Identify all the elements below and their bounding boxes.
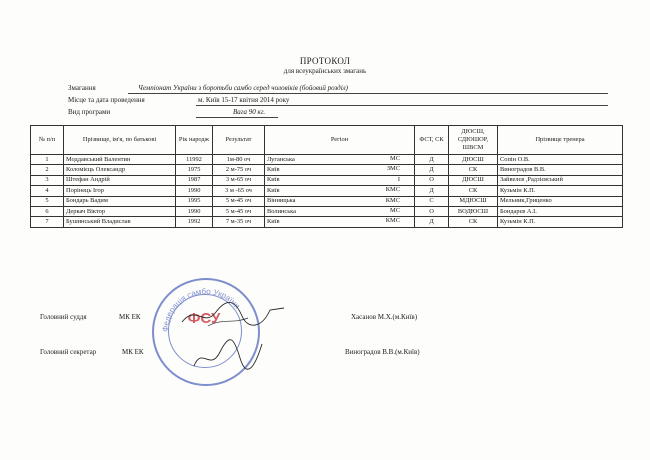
society-cell: С <box>415 196 449 206</box>
birth-year-cell: 1990 <box>176 186 213 196</box>
birth-year-cell: 1990 <box>176 206 213 216</box>
school-cell: ВОДЮСШ <box>449 206 498 216</box>
region-cell <box>265 206 415 216</box>
row-number-cell: 3 <box>31 175 64 185</box>
program-value: Вага 90 кг. <box>233 108 266 116</box>
region-cell <box>265 165 415 175</box>
table-row <box>31 217 623 227</box>
region-name: Київ <box>267 218 280 226</box>
result-cell: 3 м-65 оч <box>213 175 265 185</box>
column-header: Прізвище, ім'я, по батькові <box>64 126 176 155</box>
competition-field <box>68 84 608 94</box>
column-header: ФСТ, СК <box>415 126 449 155</box>
region-cell <box>265 175 415 185</box>
sport-rank: МС <box>390 155 400 162</box>
region-cell <box>265 217 415 227</box>
coach-cell: Сопін О.В. <box>498 155 623 165</box>
head-judge-rank: МК ЕК <box>119 313 141 321</box>
coach-cell: Бондарєв А.І. <box>498 206 623 216</box>
row-number-cell: 6 <box>31 206 64 216</box>
region-cell <box>265 186 415 196</box>
table-row <box>31 165 623 175</box>
sport-rank: КМС <box>385 217 400 225</box>
row-number-cell: 5 <box>31 196 64 206</box>
region-name: Київ <box>267 166 280 174</box>
region-name: Вінницька <box>267 197 296 205</box>
result-cell: 2 м-75 оч <box>213 165 265 175</box>
underline <box>128 93 608 94</box>
coach-cell: Виноградов В.В. <box>498 165 623 175</box>
competition-value: Чемпіонат України з боротьби самбо серед чоловіків (бойовий розділ) <box>138 84 349 92</box>
region-name: Волинська <box>267 207 296 215</box>
stamp-logo: ФСУ <box>187 310 221 327</box>
athlete-name-cell: Бондарь Вадим <box>64 196 176 206</box>
table-row <box>31 186 623 196</box>
society-cell: Д <box>415 155 449 165</box>
result-cell: 5 м-45 оч <box>213 206 265 216</box>
sport-rank: МС <box>390 206 400 214</box>
row-number-cell: 4 <box>31 186 64 196</box>
society-cell: О <box>415 175 449 185</box>
society-cell: О <box>415 206 449 216</box>
school-cell: СК <box>449 217 498 227</box>
society-cell: Д <box>415 186 449 196</box>
school-cell: ДЮСШ <box>449 175 498 185</box>
region-name: Київ <box>267 176 280 184</box>
school-cell: ДЮСШ <box>449 155 498 165</box>
coach-cell: Мельник,Гриценко <box>498 196 623 206</box>
region-name: Луганська <box>267 155 295 163</box>
society-cell: Д <box>415 217 449 227</box>
birth-year-cell: 11992 <box>176 155 213 165</box>
athlete-name-cell: Бушинський Владислав <box>64 217 176 227</box>
table-row <box>31 206 623 216</box>
underline <box>196 117 278 118</box>
birth-year-cell: 1987 <box>176 175 213 185</box>
place-value: м. Київ 15-17 квітня 2014 року <box>198 96 290 104</box>
athlete-name-cell: Моддавський Валентин <box>64 155 176 165</box>
result-cell: 7 м-35 оч <box>213 217 265 227</box>
program-label: Вид програми <box>68 108 111 116</box>
row-number-cell: 2 <box>31 165 64 175</box>
column-header: Результат <box>213 126 265 155</box>
region-name: Київ <box>267 186 280 194</box>
table-header-row <box>31 126 623 155</box>
coach-cell: Кузьмін К.П. <box>498 217 623 227</box>
program-field <box>68 108 608 118</box>
region-cell <box>265 196 415 206</box>
column-header: № п/п <box>31 126 64 155</box>
row-number-cell: 1 <box>31 155 64 165</box>
athlete-name-cell: Коломієць Олександр <box>64 165 176 175</box>
competition-label: Змагання <box>68 84 96 92</box>
head-judge-label: Головний суддя <box>40 313 87 321</box>
table-row <box>31 196 623 206</box>
athlete-name-cell: Порінець Ігор <box>64 186 176 196</box>
column-header: Рік народж <box>176 126 213 155</box>
head-judge-name: Хасанов М.Х.(м.Київ) <box>351 313 418 321</box>
column-header: ДЮСШ, СДЮШОР, ШВСМ <box>449 126 498 155</box>
page-subtitle: для всеукраїнських змагань <box>283 67 367 75</box>
result-cell: 1м-80 оч <box>213 155 265 165</box>
head-secretary-name: Виноградов В.В.(м.Київ) <box>345 348 420 356</box>
underline <box>196 105 608 106</box>
place-field <box>68 96 608 106</box>
birth-year-cell: 1975 <box>176 165 213 175</box>
column-header: Регіон <box>265 126 415 155</box>
result-cell: 5 м-45 оч <box>213 196 265 206</box>
school-cell: СК <box>449 165 498 175</box>
society-cell: Д <box>415 165 449 175</box>
coach-cell: Зайвелєв ,Радзієвський <box>498 175 623 185</box>
school-cell: МДЮСШ <box>449 196 498 206</box>
school-cell: СК <box>449 186 498 196</box>
athlete-name-cell: Штефан Андрій <box>64 175 176 185</box>
sport-rank: КМС <box>385 186 400 194</box>
stamp-ring-text: Федерація самбо України <box>160 286 242 333</box>
results-table <box>30 125 623 228</box>
birth-year-cell: 1995 <box>176 196 213 206</box>
sport-rank: КМС <box>385 196 400 204</box>
head-secretary-rank: МК ЕК <box>122 348 144 356</box>
coach-cell: Кузьмін К.П. <box>498 186 623 196</box>
row-number-cell: 7 <box>31 217 64 227</box>
athlete-name-cell: Деркач Віктор <box>64 206 176 216</box>
column-header: Прізвище тренера <box>498 126 623 155</box>
table-row <box>31 175 623 185</box>
table-row <box>31 155 623 165</box>
secretary-signature-icon <box>188 336 268 376</box>
region-cell <box>265 155 415 165</box>
sport-rank: ЗМС <box>386 165 400 173</box>
result-cell: 3 м -65 оч <box>213 186 265 196</box>
place-label: Місце та дата проведення <box>68 96 145 104</box>
page-title: ПРОТОКОЛ <box>299 56 351 66</box>
judge-signature-icon <box>178 298 288 332</box>
sport-rank: І <box>397 175 400 183</box>
head-secretary-label: Головний секретар <box>40 348 97 356</box>
birth-year-cell: 1992 <box>176 217 213 227</box>
